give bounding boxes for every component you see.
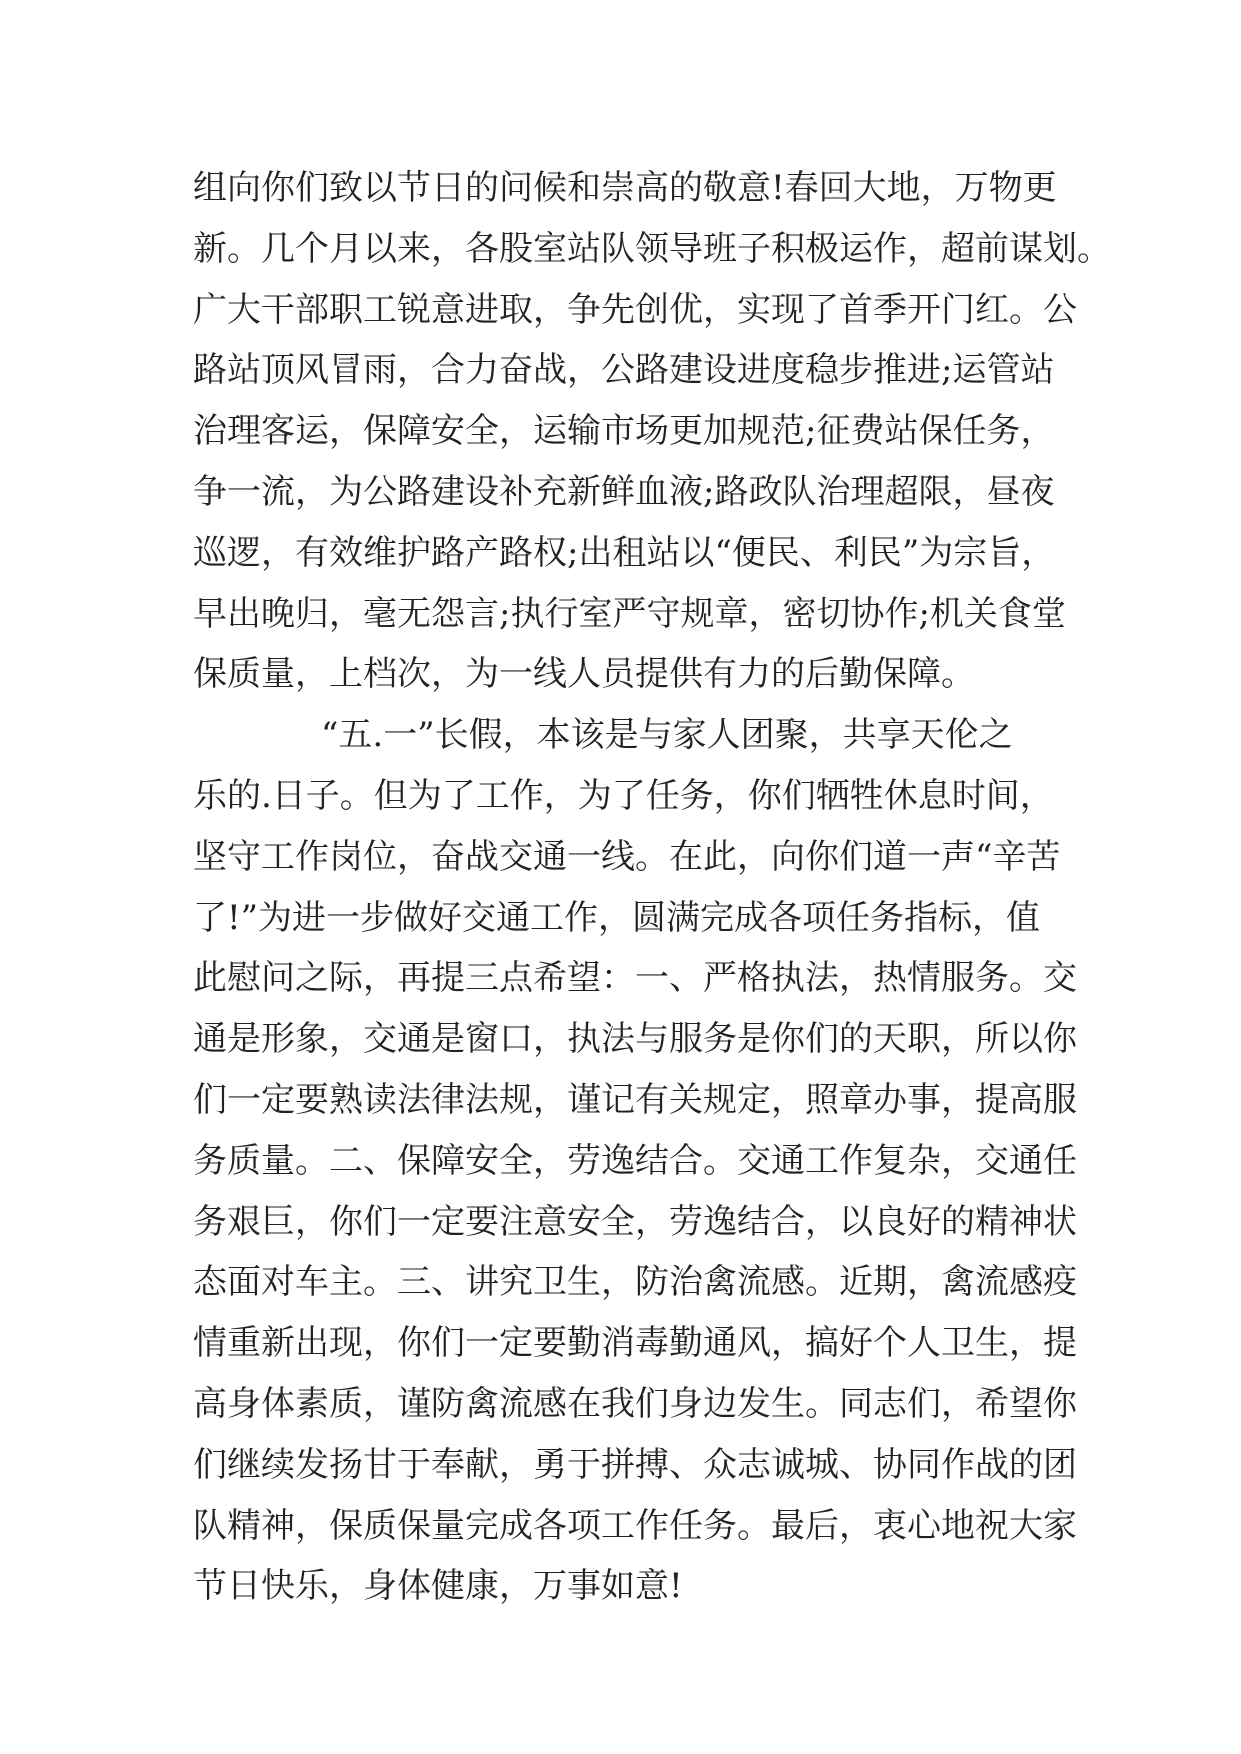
text-line: 们一定要熟读法律法规，谨记有关规定，照章办事，提高服 — [193, 1079, 1077, 1120]
text-line: 们继续发扬甘于奉献，勇于拼搏、众志诚城、协同作战的团 — [193, 1444, 1077, 1485]
paragraph-start-line: “五.一”长假，本该是与家人团聚，共享天伦之 — [321, 715, 1013, 756]
text-line: 路站顶风冒雨，合力奋战，公路建设进度稳步推进;运管站 — [193, 350, 1055, 391]
text-line: 新。几个月以来，各股室站队领导班子积极运作，超前谋划。 — [193, 228, 1111, 269]
text-line: 坚守工作岗位，奋战交通一线。在此，向你们道一声“辛苦 — [193, 836, 1061, 877]
text-line: 早出晚归，毫无怨言;执行室严守规章，密切协作;机关食堂 — [193, 593, 1066, 634]
text-line: 情重新出现，你们一定要勤消毒勤通风，搞好个人卫生，提 — [193, 1323, 1077, 1364]
text-line: 务质量。二、保障安全，劳逸结合。交通工作复杂，交通任 — [193, 1140, 1077, 1181]
text-line: 了!”为进一步做好交通工作，圆满完成各项任务指标，值 — [193, 897, 1041, 938]
text-line: 高身体素质，谨防禽流感在我们身边发生。同志们，希望你 — [193, 1383, 1077, 1424]
text-line: 乐的.日子。但为了工作，为了任务，你们牺牲休息时间， — [193, 775, 1054, 816]
text-line: 巡逻，有效维护路产路权;出租站以“便民、利民”为宗旨， — [193, 532, 1056, 573]
text-line: 此慰问之际，再提三点希望：一、严格执法，热情服务。交 — [193, 958, 1077, 999]
text-line: 广大干部职工锐意进取，争先创优，实现了首季开门红。公 — [193, 289, 1077, 330]
text-line: 节日快乐，身体健康，万事如意! — [193, 1566, 683, 1607]
body-text — [193, 158, 1111, 1617]
text-line: 通是形象，交通是窗口，执法与服务是你们的天职，所以你 — [193, 1019, 1077, 1060]
text-line: 争一流，为公路建设补充新鲜血液;路政队治理超限，昼夜 — [193, 471, 1055, 512]
text-line: 务艰巨，你们一定要注意安全，劳逸结合，以良好的精神状 — [193, 1201, 1077, 1242]
text-line: 治理客运，保障安全，运输市场更加规范;征费站保任务， — [193, 411, 1055, 452]
text-line: 队精神，保质保量完成各项工作任务。最后，衷心地祝大家 — [193, 1505, 1077, 1546]
text-line: 组向你们致以节日的问候和崇高的敬意!春回大地，万物更 — [193, 168, 1057, 208]
text-line: 态面对车主。三、讲究卫生，防治禽流感。近期，禽流感疫 — [193, 1262, 1077, 1303]
text-line: 保质量，上档次，为一线人员提供有力的后勤保障。 — [193, 654, 975, 695]
